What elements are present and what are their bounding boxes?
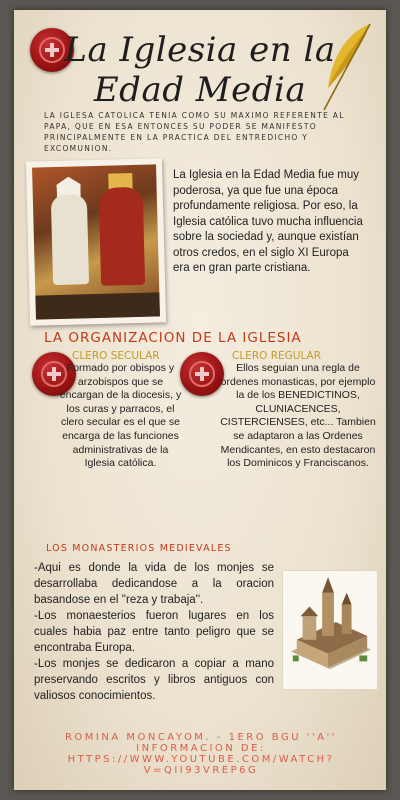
monastery-illustration	[282, 570, 378, 690]
title-line-1: La Iglesia en la	[64, 30, 336, 70]
footer-source-label: INFORMACION DE:	[136, 743, 266, 754]
footer-credits	[28, 732, 374, 776]
main-paragraph: La Iglesia en la Edad Media fue muy poderosa, ya que fue una época profundamente religiosa. Por eso, la Iglesia católica tuvo mucha influencia sobre la sociedad y, aunque existían otros credos, en el siglo XI Europa era en gran parte cristiana.	[173, 169, 363, 274]
quill-icon	[318, 22, 374, 114]
intro-text: LA IGLESA CATOLICA TENIA COMO SU MAXIMO REFERENTE AL PAPA, QUE EN ESA ENTONCES SU PODER SE MANIFESTO PRINCIPALMENTE EN LA PRACTICA DEL ENTREDICHO Y EXCOMUNION.	[44, 111, 345, 153]
monasteries-paragraph-1: -Aqui es donde la vida de los monjes se desarrollaba dedicandose a la oracion basandose en el ''reza y trabaja''.	[34, 562, 274, 606]
monasteries-title: LOS MONASTERIOS MEDIEVALES	[46, 543, 232, 554]
page-title	[60, 30, 340, 110]
footer-source-link[interactable]: HTTPS://WWW.YOUTUBE.COM/WATCH?V=QII93VREP6G	[67, 754, 335, 776]
organization-title: LA ORGANIZACION DE LA IGLESIA	[44, 330, 302, 346]
clero-secular-heading: CLERO SECULAR	[72, 350, 160, 362]
clero-secular-text: Formado por obispos y arzobispos que se encargan de la diocesis, y los curas y parracos, el clero secular es el que se encarga de las funciones administrativas de la Iglesia católica.	[59, 362, 182, 470]
monasteries-paragraph-2: -Los monaesterios fueron lugares en los cuales habia paz entre tanto peligro que se encontraba Europa.	[34, 610, 274, 654]
monasteries-text	[34, 560, 274, 704]
clero-regular-text: Ellos seguian una regla de ordenes monasticas, por ejemplo la de los BENEDICTINOS, CLUNIACENCES, CISTERCIENSES, etc... Tambien se adaptaron a las Ordenes Mendicantes, en esto destacaron los Dominicos y Franciscanos.	[220, 362, 376, 470]
title-line-2: Edad Media	[93, 70, 307, 110]
footer-author: ROMINA MONCAYOM. - 1ERO BGU ''A''	[64, 732, 338, 743]
medieval-painting-frame	[26, 158, 166, 326]
medieval-painting	[32, 164, 160, 319]
monasteries-paragraph-3: -Los monjes se dedicaron a copiar a mano preservando escritos y libros antiguos con valiosos conocimientos.	[34, 658, 274, 702]
clero-regular-heading: CLERO REGULAR	[232, 350, 322, 362]
